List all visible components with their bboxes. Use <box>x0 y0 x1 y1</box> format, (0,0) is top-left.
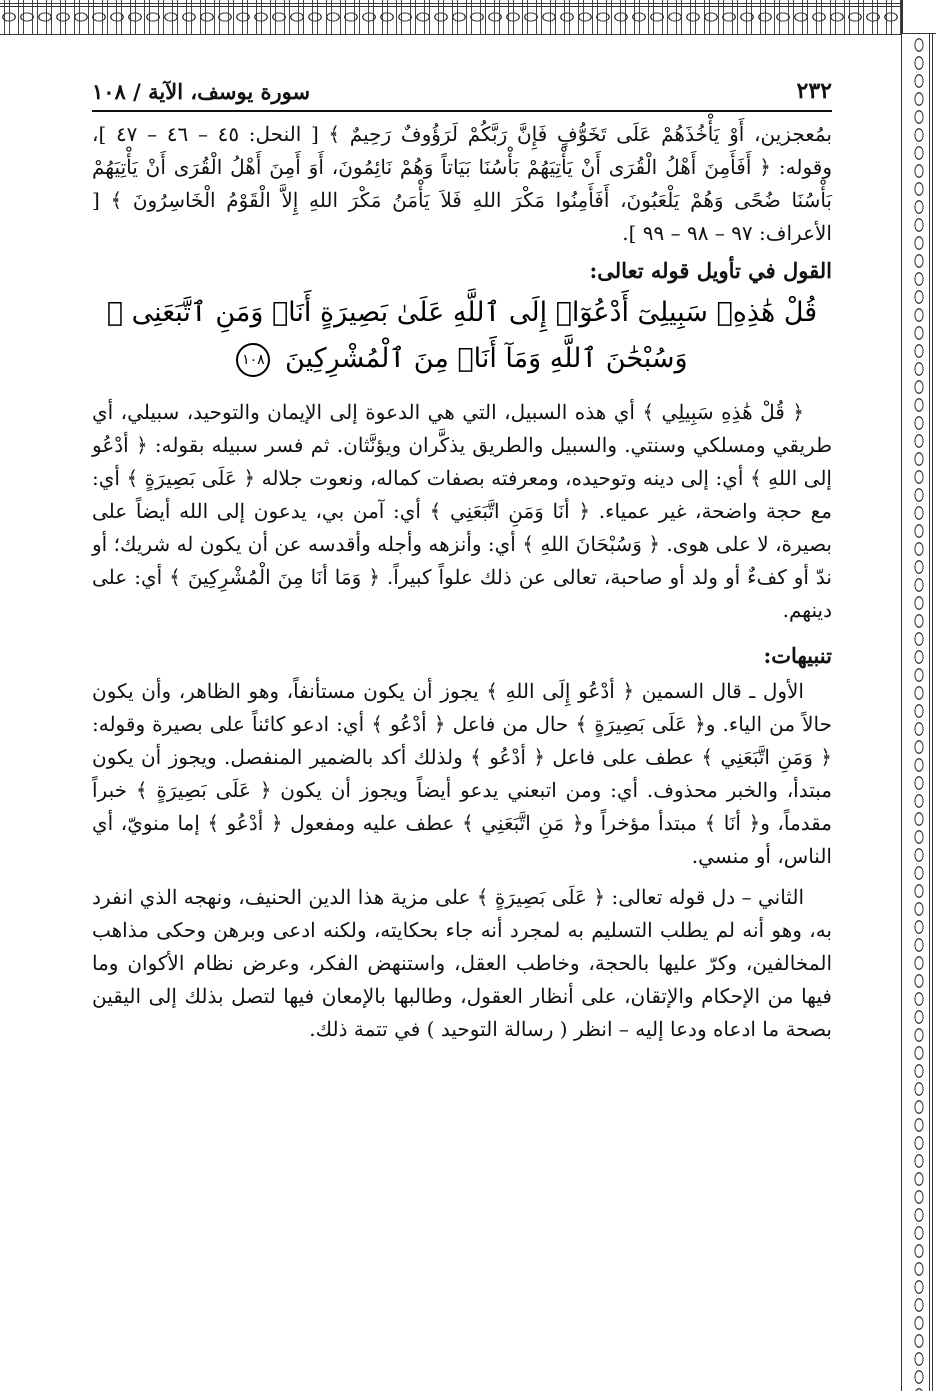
note-first-paragraph: الأول ـ قال السمين ﴿ أدْعُو إِلَى اللهِ ﴾ يجوز أن يكون مستأنفاً، وهو الظاهر، وأن يكون حالاً من الياء. و﴿ عَلَى بَصِيرَةٍ ﴾ حال من فاعل ﴿ أدْعُو ﴾ أي: ادعو كائناً على بصيرة وقوله: ﴿ وَمَنِ اتَّبَعَنِي ﴾ عطف على فاعل ﴿ أدْعُو ﴾ ولذلك أكد بالضمير المنفصل. ويجوز أن يكون مبتدأ، والخبر محذوف. أي: ومن اتبعني يدعو أيضاً ويجوز أن يكون ﴿ عَلَى بَصِيرَةٍ ﴾ خبراً مقدماً، و﴿ أنَا ﴾ مبتدأ مؤخراً و﴿ مَنِ اتَّبَعَنِي ﴾ عطف عليه ومفعول ﴿ أدْعُو ﴾ إما منويّ، أي الناس، أو منسي. <box>92 679 832 868</box>
running-title: سورة يوسف، الآية / ١٠٨ <box>92 79 311 104</box>
intro-paragraph: بمُعجزين، أَوْ يَأْخُذَهُمْ عَلَى تَخَوُّفٍ فَإِنَّ رَبَّكُمْ لَرَؤُوفٌ رَحِيمٌ ﴾ [ النحل: ٤٥ – ٤٦ – ٤٧ ]، وقوله: ﴿ أَفَأَمِنَ أَهْلُ الْقُرَى أَنْ يَأْتِيَهُمْ بَأْسُنَا بَيَاتاً وَهُمْ نَائِمُونَ، أَوَ أَمِنَ أَهْلُ الْقُرَى أَنْ يَأْتِيَهُمْ بَأْسُنَا ضُحًى وَهُمْ يَلْعَبُونَ، أَفَأَمِنُوا مَكْرَ اللهِ فَلاَ يَأْمَنُ مَكْرَ اللهِ إِلاَّ الْقَوْمُ الْخَاسِرُونَ ﴾ [ الأعراف: ٩٧ – ٩٨ – ٩٩ ]. <box>92 122 833 245</box>
quran-verse <box>92 290 832 382</box>
verse-number: ١٠٨ <box>236 343 270 377</box>
section-title-interpretation: القول في تأويل قوله تعالى: <box>589 258 832 283</box>
decorative-border-top <box>0 0 936 35</box>
page-number: ٢٣٢ <box>796 78 832 104</box>
section-title-notes: تنبيهات: <box>763 643 832 668</box>
page-header <box>92 60 832 112</box>
decorative-border-right <box>901 0 936 1391</box>
verse-text: قُلْ هَٰذِهِۦ سَبِيلِىٓ أَدْعُوٓا۟ إِلَى ٱللَّهِ عَلَىٰ بَصِيرَةٍ أَنَا۠ وَمَنِ ٱتَّبَعَنِى ۖ وَسُبْحَٰنَ ٱللَّهِ وَمَآ أَنَا۠ مِنَ ٱلْمُشْرِكِينَ <box>106 297 818 374</box>
tafsir-paragraph: ﴿ قُلْ هَٰذِهِ سَبِيلِي ﴾ أي هذه السبيل، التي هي الدعوة إلى الإيمان والتوحيد، سبيلي، أي طريقي ومسلكي وسنتي. والسبيل والطريق يذكَّران ويؤنَّثان. ثم فسر سبيله بقوله: ﴿ أدْعُو إلى اللهِ ﴾ أي: إلى دينه وتوحيده، ومعرفته بصفات كماله، ونعوت جلاله ﴿ عَلَى بَصِيرَةٍ ﴾ أي: مع حجة واضحة، غير عمياء. ﴿ أنَا وَمَنِ اتَّبَعَنِي ﴾ أي: آمن بي، يدعون إلى الله أيضاً على بصيرة، لا على هوى. ﴿ وَسُبْحَانَ اللهِ ﴾ أي: وأنزهه وأجله وأقدسه عن أن يكون له شريك؛ أو ندّ أو كفءٌ أو ولد أو صاحبة، تعالى عن ذلك علواً كبيراً. ﴿ وَمَا أنَا مِنَ الْمُشْرِكِينَ ﴾ أي: على دينهم. <box>92 400 832 622</box>
note-second-paragraph: الثاني – دل قوله تعالى: ﴿ عَلَى بَصِيرَةٍ ﴾ على مزية هذا الدين الحنيف، ونهجه الذي انفرد به، وهو أنه لم يطلب التسليم به لمجرد أنه جاء بحكايته، ولكنه ادعى وبرهن وحكى مذاهب المخالفين، وكرّ عليها بالحجة، وخاطب العقل، واستنهض الفكر، وعرض نظام الأكوان وما فيها من الإحكام والإتقان، على أنظار العقول، وطالبها بالإمعان فيها لتصل بذلك إلى اليقين بصحة ما ادعاه ودعا إليه – انظر ( رسالة التوحيد ) في تتمة ذلك. <box>92 885 832 1041</box>
page-body <box>92 60 832 1046</box>
decorative-border-corner <box>902 0 936 34</box>
